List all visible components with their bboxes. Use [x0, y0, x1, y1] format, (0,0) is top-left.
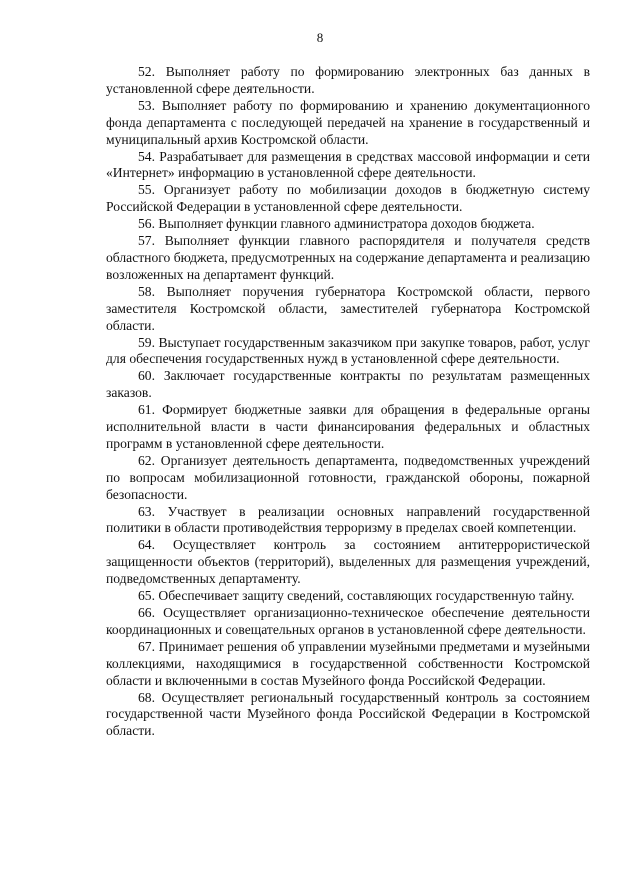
page-number: 8	[316, 30, 324, 45]
document-body	[106, 64, 590, 740]
paragraph-68: 68. Осуществляет региональный государственный контроль за состоянием государственной части Музейного фонда Российской Федерации в Костромской области.	[106, 689, 590, 739]
paragraph-65: 65. Обеспечивает защиту сведений, составляющих государственную тайну.	[138, 588, 575, 604]
paragraph-63: 63. Участвует в реализации основных направлений государственной политики в области противодействия терроризму в пределах своей компетенции.	[106, 503, 590, 536]
paragraph-67: 67. Принимает решения об управлении музейными предметами и музейными коллекциями, находящимися в государственной собственности Костромской области и включенными в состав Музейного фонда Российской Федерации.	[106, 638, 590, 688]
paragraph-55: 55. Организует работу по мобилизации доходов в бюджетную систему Российской Федерации в установленной сфере деятельности.	[106, 182, 590, 215]
paragraph-62: 62. Организует деятельность департамента, подведомственных учреждений по вопросам мобилизационной готовности, гражданской обороны, пожарной безопасности.	[106, 452, 590, 502]
paragraph-56: 56. Выполняет функции главного администратора доходов бюджета.	[138, 216, 535, 232]
paragraph-54: 54. Разрабатывает для размещения в средствах массовой информации и сети «Интернет» информацию в установленной сфере деятельности.	[106, 148, 590, 181]
paragraph-57: 57. Выполняет функции главного распорядителя и получателя средств областного бюджета, предусмотренных на содержание департамента и реализацию возложенных на департамент функций.	[106, 233, 590, 282]
paragraph-66: 66. Осуществляет организационно-техническое обеспечение деятельности координационных и совещательных органов в установленной сфере деятельности.	[106, 605, 590, 637]
paragraph-61: 61. Формирует бюджетные заявки для обращения в федеральные органы исполнительной власти в части финансирования федеральных и областных программ в установленной сфере деятельности.	[106, 402, 590, 451]
paragraph-59: 59. Выступает государственным заказчиком при закупке товаров, работ, услуг для обеспечения государственных нужд в установленной сфере деятельности.	[106, 334, 590, 367]
paragraph-64: 64. Осуществляет контроль за состоянием антитеррористической защищенности объектов (территорий), выделенных для размещения учреждений, подведомственных департаменту.	[106, 537, 590, 587]
paragraph-53: 53. Выполняет работу по формированию и хранению документационного фонда департамента с последующей передачей на хранение в государственный и муниципальный архив Костромской области.	[106, 97, 590, 147]
paragraph-58: 58. Выполняет поручения губернатора Костромской области, первого заместителя Костромской области, заместителей губернатора Костромской области.	[106, 283, 590, 333]
paragraph-52: 52. Выполняет работу по формированию электронных баз данных в установленной сфере деятельности.	[106, 64, 590, 96]
paragraph-60: 60. Заключает государственные контракты по результатам размещенных заказов.	[106, 368, 590, 401]
